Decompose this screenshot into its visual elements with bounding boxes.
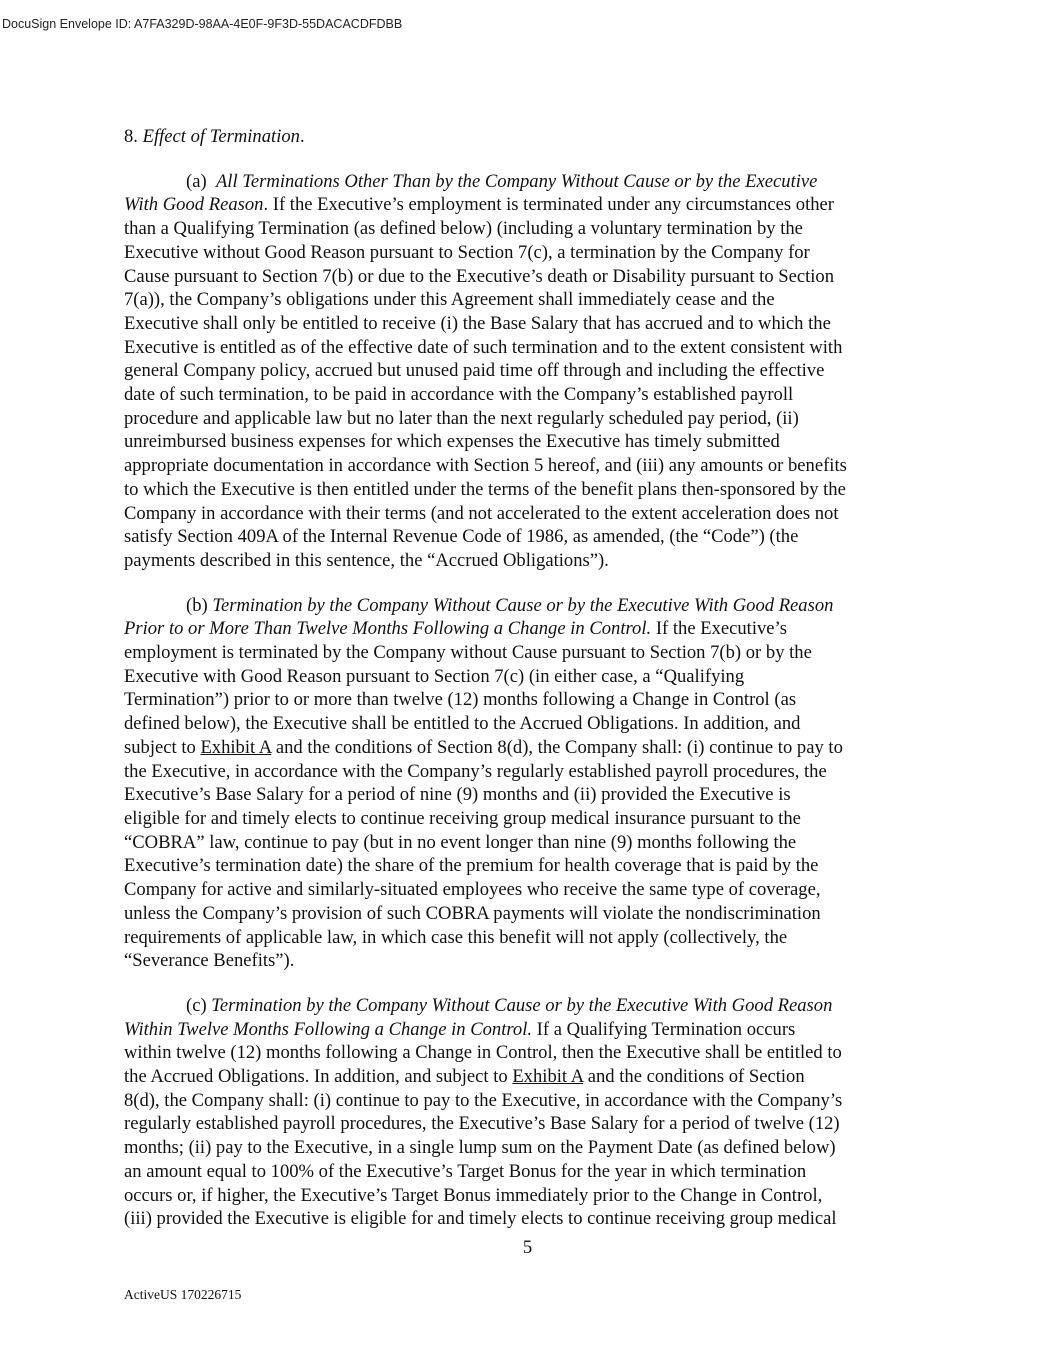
paragraph-b-line: employment is terminated by the Company without Cause pursuant to Section 7(b) or by the [124, 642, 812, 664]
document-footer-id: ActiveUS 170226715 [124, 1287, 242, 1302]
paragraph-c-line: (iii) provided the Executive is eligible for and timely elects to continue receiving group medical [124, 1208, 837, 1230]
section-title-end: . [299, 126, 305, 147]
paragraph-c-line: months; (ii) pay to the Executive, in a single lump sum on the Payment Date (as defined below) [124, 1137, 836, 1159]
paragraph-a-title-2: With Good Reason [124, 194, 264, 216]
paragraph-a-line: date of such termination, to be paid in accordance with the Company’s established payroll [124, 384, 794, 406]
paragraph-c-title-2: Within Twelve Months Following a Change in Control. [124, 1018, 533, 1040]
paragraph-a-title-line [124, 170, 934, 194]
paragraph-a-line: procedure and applicable law but no later than the next regularly scheduled pay period, (ii) [124, 407, 799, 429]
paragraph-c-line: regularly established payroll procedures, the Executive’s Base Salary for a period of twelve (12) [124, 1113, 840, 1135]
paragraph-a-line: 7(a)), the Company’s obligations under this Agreement shall immediately cease and the [124, 289, 775, 311]
paragraph-c-title-line [124, 994, 934, 1018]
page-number: 5 [522, 1237, 533, 1258]
paragraph-b-line: Executive’s termination date) the share of the premium for health coverage that is paid by the [124, 855, 819, 877]
paragraph-c-line-text: If a Qualifying Termination occurs [532, 1018, 796, 1040]
paragraph-b-title-2: Prior to or More Than Twelve Months Following a Change in Control. [124, 618, 652, 640]
paragraph-a-line: Company in accordance with their terms (and not accelerated to the extent acceleration does not [124, 502, 839, 524]
paragraph-a-line: than a Qualifying Termination (as defined below) (including a voluntary termination by the [124, 218, 803, 240]
paragraph-b-line-text: subject to [124, 736, 201, 758]
paragraph-a-line: Executive shall only be entitled to receive (i) the Base Salary that has accrued and to which the [124, 312, 831, 334]
paragraph-b-line-text: and the conditions of Section 8(d), the Company shall: (i) continue to pay to [271, 736, 843, 758]
paragraph-a-line: satisfy Section 409A of the Internal Revenue Code of 1986, as amended, (the “Code”) (the [124, 526, 799, 548]
paragraph-b-line: defined below), the Executive shall be entitled to the Accrued Obligations. In addition, and [124, 713, 801, 735]
paragraph-b-line [124, 617, 934, 641]
paragraph-c-line: within twelve (12) months following a Change in Control, then the Executive shall be entitled to [124, 1042, 842, 1064]
paragraph-a-line: appropriate documentation in accordance with Section 5 hereof, and (iii) any amounts or benefits [124, 455, 847, 477]
paragraph-b [124, 594, 934, 973]
paragraph-c-line: an amount equal to 100% of the Executive’s Target Bonus for the year in which termination [124, 1160, 807, 1182]
paragraph-c-line: 8(d), the Company shall: (i) continue to pay to the Executive, in accordance with the Company’s [124, 1089, 843, 1111]
exhibit-a-reference: Exhibit A [512, 1066, 584, 1088]
paragraph-b-line: Company for active and similarly-situated employees who receive the same type of coverage, [124, 879, 821, 901]
paragraph-a-line: unreimbursed business expenses for which expenses the Executive has timely submitted [124, 431, 780, 453]
paragraph-a-line: payments described in this sentence, the “Accrued Obligations”). [124, 549, 609, 571]
paragraph-b-line [124, 736, 934, 760]
docusign-envelope-id: DocuSign Envelope ID: A7FA329D-98AA-4E0F-9F3D-55DACACDFDBB [2, 17, 403, 31]
paragraph-a-line: Cause pursuant to Section 7(b) or due to the Executive’s death or Disability pursuant to Section [124, 265, 835, 287]
paragraph-c-line: occurs or, if higher, the Executive’s Target Bonus immediately prior to the Change in Control, [124, 1184, 823, 1206]
paragraph-c-label: (c) [186, 994, 212, 1016]
section-heading [124, 125, 934, 149]
section-title: Effect of Termination [142, 126, 300, 147]
paragraph-b-line: Executive’s Base Salary for a period of nine (9) months and (ii) provided the Executive is [124, 784, 791, 806]
paragraph-a [124, 170, 934, 573]
paragraph-b-line: Executive with Good Reason pursuant to Section 7(c) (in either case, a “Qualifying [124, 665, 745, 687]
paragraph-b-line: requirements of applicable law, in which case this benefit will not apply (collectively, the [124, 926, 788, 948]
paragraph-a-line: to which the Executive is then entitled under the terms of the benefit plans then-sponsored by the [124, 478, 846, 500]
exhibit-a-reference: Exhibit A [200, 736, 272, 758]
paragraph-a-label: (a) [186, 170, 207, 192]
paragraph-c-line-text: and the conditions of Section [583, 1066, 805, 1088]
document-body [124, 125, 934, 1252]
paragraph-b-line-text: If the Executive’s [651, 618, 787, 640]
paragraph-b-title-line [124, 594, 934, 618]
paragraph-a-line: Executive is entitled as of the effective date of such termination and to the extent consistent with [124, 336, 843, 358]
section-number: 8. [124, 126, 143, 147]
paragraph-b-line: the Executive, in accordance with the Company’s regularly established payroll procedures, the [124, 760, 827, 782]
paragraph-a-line-text: . If the Executive’s employment is terminated under any circumstances other [263, 194, 834, 216]
paragraph-b-line: unless the Company’s provision of such COBRA payments will violate the nondiscrimination [124, 902, 821, 924]
paragraph-c [124, 994, 934, 1231]
paragraph-b-line: “Severance Benefits”). [124, 950, 295, 972]
paragraph-a-title-1: All Terminations Other Than by the Company Without Cause or by the Executive [215, 170, 818, 192]
paragraph-c-title-1: Termination by the Company Without Cause or by the Executive With Good Reason [211, 994, 833, 1016]
paragraph-a-line: Executive without Good Reason pursuant to Section 7(c), a termination by the Company for [124, 241, 810, 263]
paragraph-a-line: general Company policy, accrued but unused paid time off through and including the effective [124, 360, 825, 382]
paragraph-b-title-1: Termination by the Company Without Cause or by the Executive With Good Reason [212, 594, 834, 616]
paragraph-c-line-text: the Accrued Obligations. In addition, and subject to [124, 1066, 513, 1088]
paragraph-c-line [124, 1018, 934, 1042]
paragraph-b-line: eligible for and timely elects to continue receiving group medical insurance pursuant to the [124, 807, 801, 829]
paragraph-b-line: “COBRA” law, continue to pay (but in no event longer than nine (9) months following the [124, 831, 797, 853]
paragraph-b-label: (b) [186, 594, 213, 616]
paragraph-b-line: Termination”) prior to or more than twelve (12) months following a Change in Control (as [124, 689, 797, 711]
paragraph-a-line [124, 193, 934, 217]
paragraph-c-line [124, 1065, 934, 1089]
